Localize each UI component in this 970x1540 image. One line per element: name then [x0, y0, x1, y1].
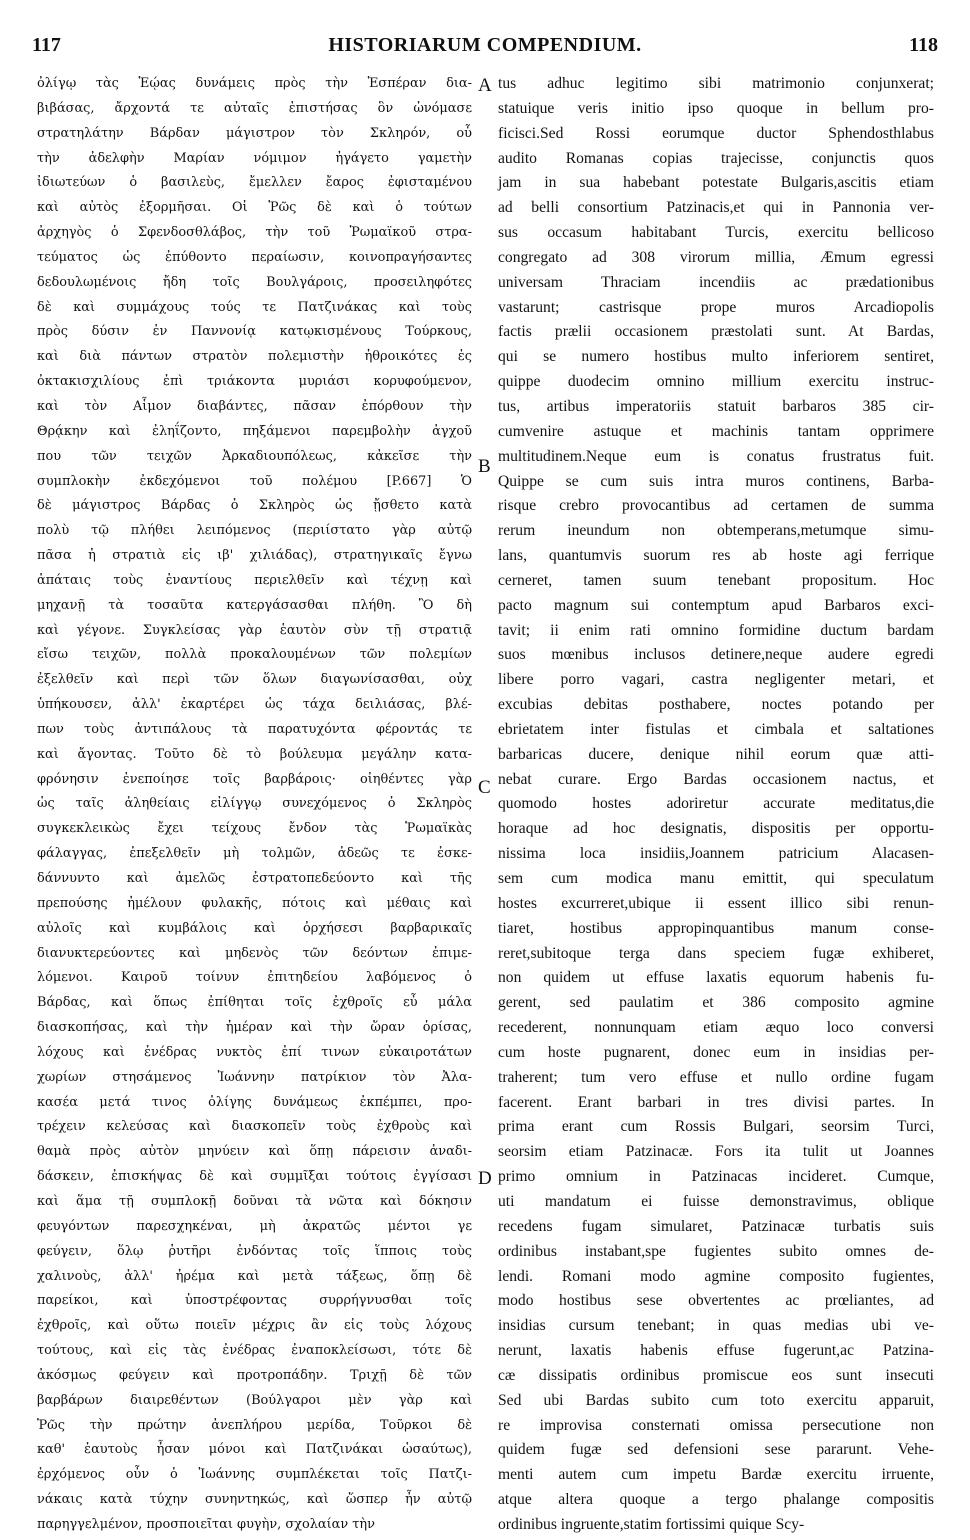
- latin-text-line: traherent; tum vero effuse et nullo ordine fugam: [498, 1068, 934, 1086]
- greek-text-line: πων τοὺς ἀντιπάλους τὰ παρατυχόντα φέροντάς τε: [37, 721, 472, 737]
- running-header: [30, 30, 940, 70]
- left-page-number: 117: [32, 34, 61, 56]
- greek-text-line: φάλαγγας, ἐπεξελθεῖν μὴ τολμῶν, ἀδεῶς τε ἐσκε-: [37, 846, 472, 862]
- latin-text-line: atque altera quoque a tergo phalange compositis: [498, 1491, 934, 1509]
- greek-text-line: συμπλοκὴν ἐκδεχόμενοι τοῦ πολέμου [P.667] Ὁ: [37, 473, 472, 489]
- greek-text-line: ἀπάταις τοὺς ἐναντίους περιελθεῖν καὶ τέχνῃ καὶ: [37, 572, 472, 588]
- greek-text-line: ὑπήκουσεν, ἀλλ' ἐκαρτέρει ὡς τάχα δειλιάσας, βλέ-: [37, 697, 472, 713]
- section-marker-b: B: [478, 456, 491, 477]
- latin-text-line: tus, artibus imperatoriis statuit barbaros 385 cir-: [498, 397, 934, 415]
- latin-text-column: [498, 72, 934, 1533]
- greek-text-line: καὶ διὰ πάντων στρατὸν πολεμιστὴν ἠθροικότες ἐς: [37, 349, 472, 365]
- latin-text-line: recederent, nonnunquam etiam æquo loco conversi: [498, 1019, 934, 1037]
- latin-text-line: cæ dissipatis ordinibus promiscue eos sunt insecuti: [498, 1366, 934, 1384]
- latin-text-line: nissima loca insidiis,Joannem patricium Alacasen-: [498, 845, 934, 863]
- greek-text-line: Θρᾴκην καὶ ἐληΐζοντο, πηξάμενοι παρεμβολὴν ἀγχοῦ: [37, 423, 472, 439]
- greek-text-line: συγκεκλεικὼς ἔχει τείχους ἔνδον τὰς Ῥωμαϊκὰς: [37, 821, 472, 837]
- greek-text-line: βιβάσας, ἄρχοντά τε αὐταῖς ἐπιστήσας ὃν ὠνόμασε: [37, 100, 472, 116]
- greek-text-line: δάσκειν, ἐπισκήψας δὲ καὶ συμμῖξαι τούτοις ἐγγίσασι: [37, 1169, 472, 1185]
- latin-text-line: primo omnium in Patzinacas incideret. Cumque,: [498, 1168, 934, 1186]
- latin-text-line: Quippe se cum suis intra muros continens, Barba-: [498, 472, 934, 490]
- greek-text-line: Ῥῶς τὴν πρώτην ἀνεπλήρου μερίδα, Τοῦρκοι δὲ: [37, 1417, 472, 1433]
- latin-text-line: qui se numero hostibus multo inferiorem sentiret,: [498, 348, 934, 366]
- greek-text-line: ἀρχηγὸς ὁ Σφενδοσθλάβος, τὴν τοῦ Ῥωμαϊκοῦ στρα-: [37, 225, 472, 241]
- greek-text-line: εἴσω τειχῶν, πολλὰ προκαλουμένων τῶν πολεμίων: [37, 647, 472, 663]
- latin-text-line: lans, quantumvis suorum res ab hoste agi ferrique: [498, 547, 934, 565]
- greek-text-line: νάκαις κατὰ τύχην συνηντηκώς, καὶ ὥσπερ ἦν αὐτῷ: [37, 1492, 472, 1508]
- greek-text-line: παρηγγελμένον, προσποιεῖται φυγὴν, σχολαίαν τὴν: [37, 1516, 375, 1532]
- greek-text-line: βαρβάρων διαιρεθέντων (Βούλγαροι μὲν γὰρ καὶ: [37, 1392, 472, 1408]
- greek-text-line: πολὺ τῷ πλήθει λειπόμενος (περιίστατο γὰρ αὐτῷ: [37, 523, 472, 539]
- greek-text-line: λόμενοι. Καιροῦ τοίνυν ἐπιτηδείου λαβόμενος ὁ: [37, 970, 472, 986]
- latin-text-line: multitudinem.Neque eum is conatus frustratus fuit.: [498, 447, 934, 465]
- section-marker-c: C: [478, 777, 491, 798]
- latin-text-line: re improvisa consternati omissa persecutione non: [498, 1416, 934, 1434]
- latin-text-line: sem cum modica manu emittit, qui speculatum: [498, 870, 934, 887]
- greek-text-line: ἀκόσμως φεύγειν καὶ προτροπάδην. Τριχῇ δὲ τῶν: [37, 1367, 472, 1383]
- greek-text-line: καὶ αὐτὸς ἐξορμῆσαι. Οἱ Ῥῶς δὲ καὶ ὁ τούτων: [37, 200, 472, 216]
- greek-text-column: [37, 72, 472, 1532]
- latin-text-line: libere porro vagari, castra negligenter metari, et: [498, 671, 934, 689]
- latin-text-line: Sed ubi Bardas subito cum toto exercitu apparuit,: [498, 1391, 934, 1409]
- greek-text-line: στρατηλάτην Βάρδαν μάγιστρον τὸν Σκληρόν, οὗ: [37, 125, 472, 141]
- latin-text-line: jam in sua habebant potestate Bulgaris,ascitis etiam: [498, 174, 934, 192]
- section-marker-a: A: [478, 75, 492, 96]
- greek-text-line: δεδουλωμένοις ἤδη τοῖς Βουλγάροις, προσειληφότες: [37, 274, 472, 290]
- latin-text-line: quomodo hostes adoriretur accurate meditatus,die: [498, 795, 934, 813]
- greek-text-line: καὶ ἅμα τῇ συμπλοκῇ δοῦναι τὰ νῶτα καὶ δόκησιν: [37, 1193, 472, 1209]
- greek-text-line: χωρίων στησάμενος Ἰωάννην πατρίκιον τὸν Ἀλα-: [37, 1069, 472, 1085]
- latin-text-line: audito Romanas copias trajecisse, conjunctis quos: [498, 149, 934, 167]
- greek-text-line: ἐχθροῖς, καὶ οὕτω ποιεῖν μέχρις ἂν εἰς τοὺς λόχους: [37, 1318, 472, 1334]
- greek-text-line: κασέα μετά τινος ὀλίγης δυνάμεως ἐκπέμπει, προ-: [37, 1094, 472, 1110]
- latin-text-line: horaque ad hoc designatis, dispositis per opportu-: [498, 820, 934, 838]
- latin-text-line: quippe duodecim omnino millium exercitu instruc-: [498, 373, 934, 391]
- running-title: HISTORIARUM COMPENDIUM.: [328, 34, 642, 56]
- greek-text-line: καὶ γέγονε. Συγκλείσας γὰρ ἑαυτὸν σὺν τῇ στρατιᾷ: [37, 622, 472, 638]
- greek-text-line: τρέχειν κελεύσας καὶ διασκοπεῖν τοὺς ἐχθροὺς καὶ: [37, 1119, 472, 1135]
- latin-text-line: non quidem ut effuse laxatis equorum habenis fu-: [498, 969, 934, 987]
- greek-text-line: ὀκτακισχιλίους ἐπὶ τριάκοντα μυριάσι κορυφούμενον,: [37, 374, 472, 390]
- section-marker-d: D: [478, 1168, 492, 1189]
- greek-text-line: δὲ καὶ συμμάχους τούς τε Πατζινάκας καὶ τοὺς: [37, 299, 472, 315]
- latin-text-line: congregato ad 308 virorum millia, Æmum egressi: [498, 248, 934, 266]
- latin-text-line: nebat curare. Ergo Bardas occasionem nactus, et: [498, 770, 934, 788]
- greek-text-line: πρὸς δύσιν ἐν Παννονίᾳ κατῳκισμένους Τούρκους,: [37, 324, 472, 340]
- greek-text-line: ὡς ταῖς ἀληθείαις εἰλίγγῳ συνεχόμενος ὁ Σκληρὸς: [37, 796, 472, 812]
- greek-text-line: ἐξελθεῖν καὶ περὶ τῶν ὅλων διαγωνίσασθαι, οὐχ: [37, 672, 472, 688]
- latin-text-line: facerent. Erant barbari in tres divisi partes. In: [498, 1093, 934, 1111]
- greek-text-line: τὴν ἀδελφὴν Μαρίαν νόμιμον ἠγάγετο γαμετὴν: [37, 150, 472, 166]
- latin-text-line: vastarunt; castrisque prope muros Arcadiopolis: [498, 298, 934, 316]
- latin-text-line: quidem fugæ sed defensioni sese pararunt. Vehe-: [498, 1441, 934, 1459]
- latin-text-line: uti mandatum ei fuisse demonstravimus, oblique: [498, 1192, 934, 1210]
- greek-text-line: καὶ ἄγοντας. Τοῦτο δὲ τὸ βούλευμα μεγάλην κατα-: [37, 746, 472, 762]
- greek-text-line: πᾶσα ἡ στρατιὰ εἰς ιβ' χιλιάδας), στρατηγικαῖς ἔγνω: [37, 548, 472, 564]
- greek-text-line: διανυκτερεύοντες καὶ μηδενὸς τῶν δεόντων ἐπιμε-: [37, 945, 472, 961]
- greek-text-line: λόχους καὶ ἐνέδρας νυκτὸς ἐπί τινων εὐκαιροτάτων: [37, 1044, 472, 1060]
- latin-text-line: recedens fugam simularet, Patzinacæ turbatis suis: [498, 1217, 934, 1235]
- latin-text-line: tus adhuc legitimo sibi matrimonio conjunxerat;: [498, 75, 934, 92]
- latin-text-line: ad belli consortium Patzinacis,et qui in Pannonia ver-: [498, 199, 934, 217]
- latin-text-line: universam Thraciam incendiis ac prædationibus: [498, 273, 934, 291]
- latin-text-line: barbaricas ducere, denique nihil eorum quæ atti-: [498, 745, 934, 763]
- latin-text-line: nerunt, laxatis habenis effuse fugerunt,ac Patzina-: [498, 1342, 934, 1360]
- greek-text-line: φευγόντων παρεσχηκέναι, μὴ ἀκρατῶς μέντοι γε: [37, 1218, 472, 1234]
- latin-text-line: excubias debitas posthabere, noctes potando per: [498, 696, 934, 714]
- latin-text-line: suos mœnibus inclusos detinere,neque audere egredi: [498, 646, 934, 664]
- latin-text-line: cumvenire astuque et machinis tantam opprimere: [498, 422, 934, 440]
- latin-text-line: tiaret, hostibus appropinquantibus manum conse-: [498, 919, 934, 937]
- latin-text-line: gerent, sed paulatim et 386 composito agmine: [498, 994, 934, 1012]
- latin-text-line: lendi. Romani modo agmine composito fugientes,: [498, 1267, 934, 1285]
- latin-text-line: ordinibus instabant,spe fugientes subito omnes de-: [498, 1242, 934, 1260]
- latin-text-line: statuique veris initio ipso quoque in bellum pro-: [498, 99, 934, 117]
- right-page-number: 118: [909, 34, 938, 56]
- greek-text-line: ἰδιωτεύων ὁ βασιλεὺς, ἔμελλεν ἔαρος ἐφισταμένου: [37, 175, 472, 191]
- latin-text-line: modo hostibus sese obvertentes ac prœliantes, ad: [498, 1292, 934, 1310]
- latin-text-line: menti autem cum impetu Bardæ exercitu irruente,: [498, 1466, 934, 1484]
- latin-text-line: reret,subitoque terga dans speciem fugæ exhiberet,: [498, 944, 934, 962]
- latin-text-line: cum hoste pugnarent, donec eum in insidias per-: [498, 1043, 934, 1061]
- greek-text-line: φεύγειν, ὅλῳ ῥυτῆρι ἐνδόντας τοῖς ἵπποις τοὺς: [37, 1243, 472, 1259]
- greek-text-line: τούτους, καὶ εἰς τὰς ἐνέδρας ἐναποκλείσωσι, τότε δὲ: [37, 1343, 472, 1359]
- latin-text-line: rerum ineundum non obtemperans,metumque simu-: [498, 522, 934, 540]
- latin-text-line: factis prælii occasionem præstolati sunt. At Bardas,: [498, 323, 934, 341]
- greek-text-line: δὲ μάγιστρος Βάρδας ὁ Σκληρὸς ὡς ᾔσθετο κατὰ: [37, 498, 472, 514]
- latin-text-line: tavit; ii enim rati omnino formidine ductum bardam: [498, 621, 934, 639]
- greek-text-line: τεύματος ὡς ἐπύθοντο περαίωσιν, κοινοπραγήσαντες: [37, 249, 472, 265]
- latin-text-line: ordinibus ingruente,statim fortissimi quique Scy-: [498, 1515, 805, 1533]
- latin-text-line: insidias cursum tenebant; in quas medias ubi ve-: [498, 1317, 934, 1335]
- greek-text-line: θαμὰ πρὸς αὐτὸν μηνύειν καὶ ὅπῃ πάρεισιν ἀναδι-: [37, 1144, 472, 1160]
- latin-text-line: sus occasum habitabant Turcis, exercitu bellicoso: [498, 224, 934, 242]
- greek-text-line: διασκοπήσας, καὶ τὴν ἡμέραν καὶ τὴν ὥραν ὁρίσας,: [37, 1020, 472, 1036]
- greek-text-line: Βάρδας, καὶ ὅπως ἐπίθηται τοῖς ἐχθροῖς εὖ μάλα: [37, 995, 472, 1011]
- greek-text-line: παρείκοι, καὶ ὑποστρέφοντας συρρήγνυσθαι τοῖς: [37, 1293, 472, 1309]
- greek-text-line: ὀλίγῳ τὰς Ἑῴας δυνάμεις πρὸς τὴν Ἑσπέραν δια-: [37, 76, 472, 91]
- greek-text-line: μηχανῇ τὰ τοσαῦτα κατεργάσασθαι πλήθη. Ὃ δὴ: [37, 597, 472, 613]
- greek-text-line: φρόνησιν ἐνεποίησε τοῖς βαρβάροις· οἰηθέντες γὰρ: [37, 771, 472, 787]
- greek-text-line: ἐρχόμενος οὖν ὁ Ἰωάννης συμπλέκεται τοῖς Πατζι-: [37, 1467, 472, 1483]
- greek-text-line: αὐλοῖς καὶ κυμβάλοις καὶ ὀρχήσεσι βαρβαρικαῖς: [37, 920, 472, 936]
- latin-text-line: pacto magnum sui contemptum apud Barbaros exci-: [498, 596, 934, 614]
- greek-text-line: καὶ τὸν Αἷμον διαβάντες, πᾶσαν ἐπόρθουν τὴν: [37, 398, 472, 414]
- latin-text-line: ficisci.Sed Rossi eorumque ductor Sphendosthlabus: [498, 124, 934, 142]
- greek-text-line: που τῶν τειχῶν Ἀρκαδιουπόλεως, κἀκεῖσε τὴν: [37, 448, 472, 464]
- greek-text-line: χαλινοὺς, ἀλλ' ἠρέμα καὶ μετὰ τάξεως, ὅπῃ δὲ: [37, 1268, 472, 1284]
- latin-text-line: ebrietatem inter fistulas et cimbala et saltationes: [498, 720, 934, 738]
- latin-text-line: risque crebro provocantibus ad certamen de summa: [498, 497, 934, 515]
- latin-text-line: cerneret, tamen suum tenebant propositum. Hoc: [498, 571, 934, 589]
- greek-text-line: δάννυντο καὶ ἀμελῶς ἐστρατοπεδεύοντο καὶ τῆς: [37, 871, 472, 886]
- latin-text-line: hostes excurreret,ubique ii essent illico sibi renun-: [498, 894, 934, 912]
- latin-text-line: prima erant cum Rossis Bulgari, seorsim Turci,: [498, 1118, 934, 1136]
- greek-text-line: πρεπούσης ἠμέλουν φυλακῆς, πότοις καὶ μέθαις καὶ: [37, 895, 472, 911]
- latin-text-line: seorsim etiam Patzinacæ. Fors ita tulit ut Joannes: [498, 1143, 934, 1161]
- greek-text-line: καθ' ἑαυτοὺς ἦσαν μόνοι καὶ Πατζινάκαι ὡσαύτως),: [37, 1442, 472, 1458]
